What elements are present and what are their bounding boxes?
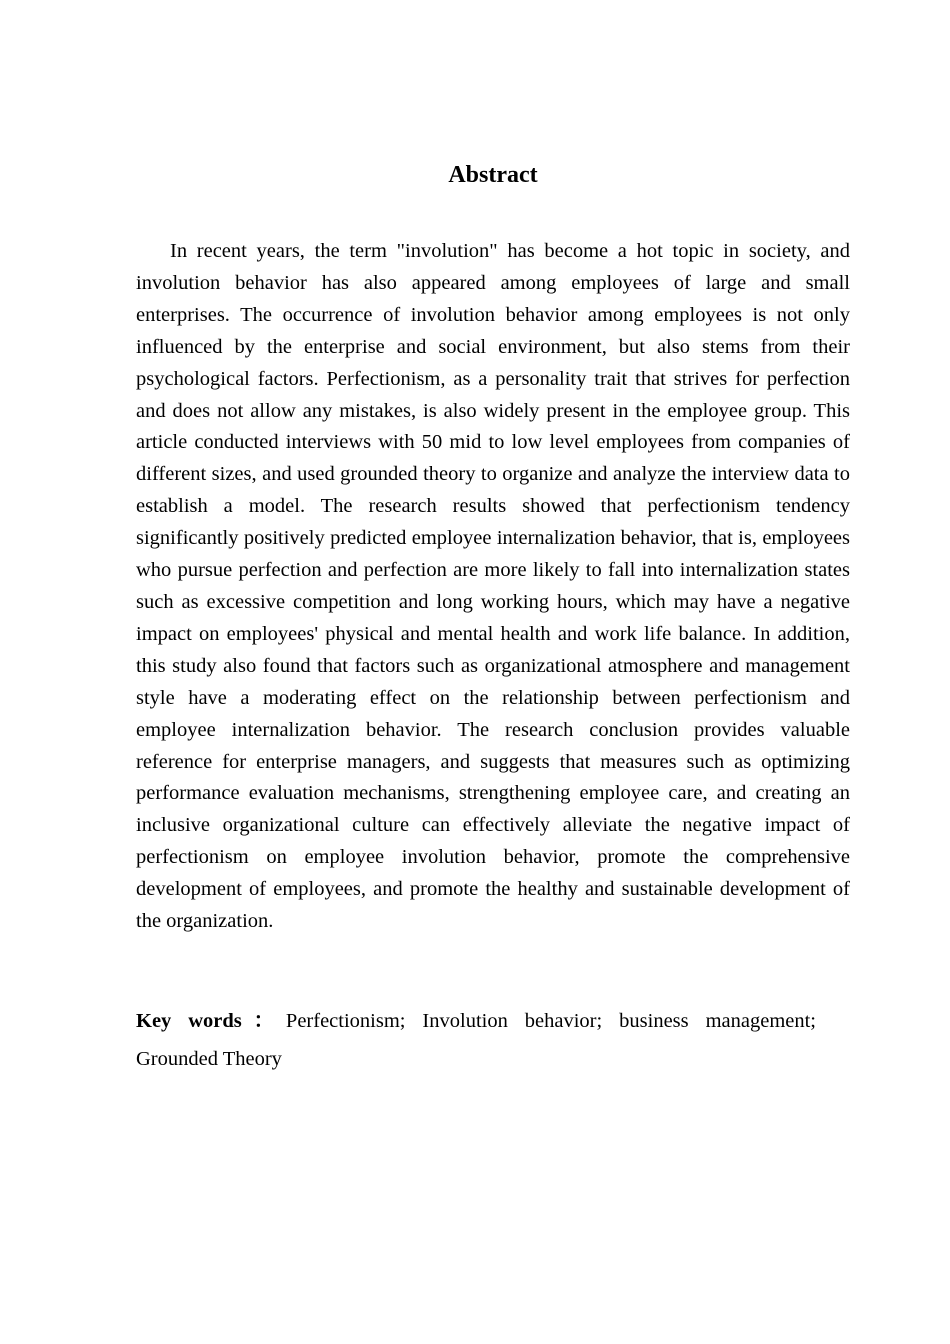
keywords-label: Key words： (136, 1010, 286, 1032)
keywords-text: Perfectionism; Involution behavior; business management; Grounded Theory (136, 1010, 816, 1070)
keywords-section (136, 1002, 816, 1078)
abstract-title: Abstract (448, 162, 538, 188)
abstract-paragraph: In recent years, the term "involution" has become a hot topic in society, and involution behavior has also appeared among employees of large and small enterprises. The occurrence of involution behavior among employees is not only influenced by the enterprise and social environment, but also stems from their psychological factors. Perfectionism, as a personality trait that strives for perfection and does not allow any mistakes, is also widely present in the employee group. This article conducted interviews with 50 mid to low level employees from companies of different sizes, and used grounded theory to organize and analyze the interview data to establish a model. The research results showed that perfectionism tendency significantly positively predicted employee internalization behavior, that is, employees who pursue perfection and perfection are more likely to fall into internalization states such as excessive competition and long working hours, which may have a negative impact on employees' physical and mental health and work life balance. In addition, this study also found that factors such as organizational atmosphere and management style have a moderating effect on the relationship between perfectionism and employee internalization behavior. The research conclusion provides valuable reference for enterprise managers, and suggests that measures such as optimizing performance evaluation mechanisms, strengthening employee care, and creating an inclusive organizational culture can effectively alleviate the negative impact of perfectionism on employee involution behavior, promote the comprehensive development of employees, and promote the healthy and sustainable development of the organization. (136, 240, 850, 933)
